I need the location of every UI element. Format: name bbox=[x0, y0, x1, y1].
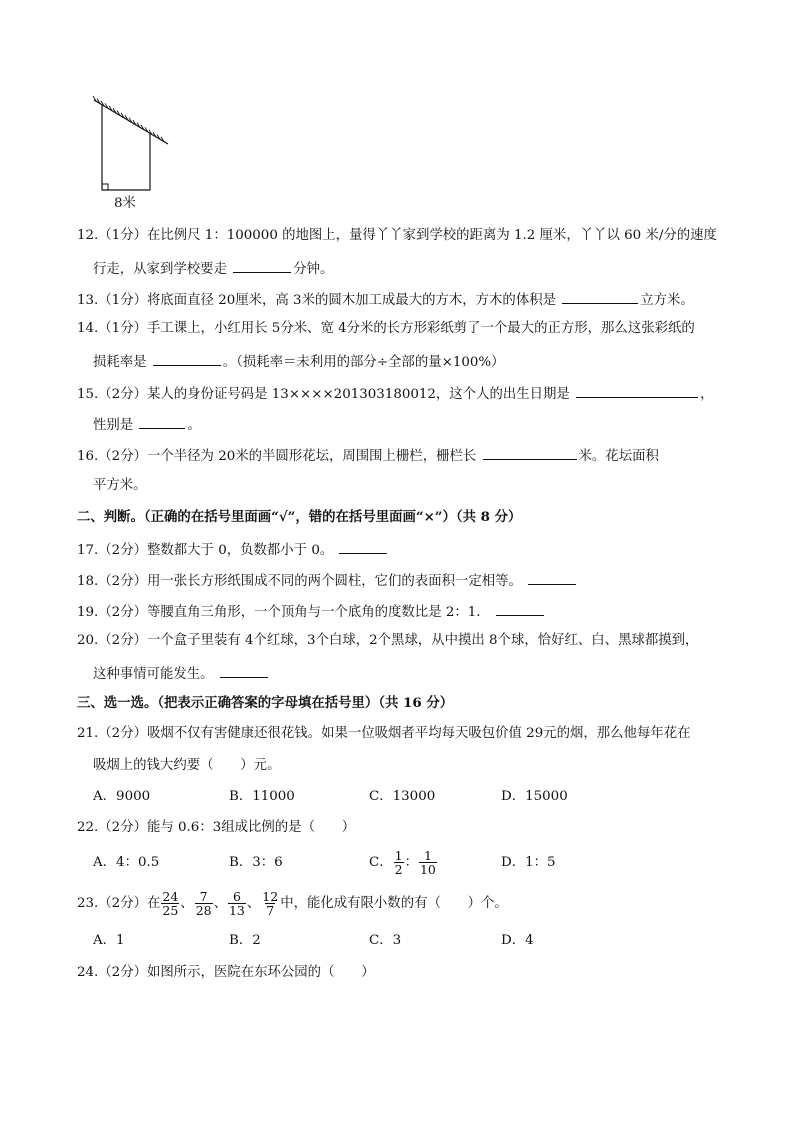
answer-blank-20[interactable] bbox=[220, 663, 268, 678]
question-23: 23.（2分）在 $\frac{24}{25}$ 、 $\frac{7}{28}$ 、 $\frac{6}{13}$ 、 $\frac{12}{7}$ 中，能化成有限小数的有（ ）个。 bbox=[77, 889, 508, 918]
option-23-d[interactable]: D．4 bbox=[501, 933, 534, 948]
fraction-1-10: $\frac{1}{10}$ bbox=[419, 848, 436, 877]
fraction-7-28: $\frac{7}{28}$ bbox=[195, 889, 212, 918]
question-15-line-1: 15.（2分）某人的身份证号码是 13××××201303180012，这个人的出生日期是 ， bbox=[77, 383, 713, 404]
question-16-line-1: 16.（2分）一个半径为 20米的半圆形花坛，周围围上栅栏，栅栏长 米。花坛面积 bbox=[77, 445, 659, 466]
option-23-b[interactable]: B．2 bbox=[229, 933, 261, 948]
answer-blank-12[interactable] bbox=[233, 258, 291, 273]
answer-blank-14[interactable] bbox=[153, 351, 221, 366]
answer-blank-19[interactable] bbox=[496, 601, 544, 616]
figure-base-label: 8米 bbox=[114, 196, 136, 211]
question-19: 19.（2分）等腰直角三角形，一个顶角与一个底角的度数比是 2：1． bbox=[77, 601, 546, 622]
question-21-line-1: 21.（2分）吸烟不仅有害健康还很花钱。如果一位吸烟者平均每天吸包价值 29元的烟，那么他每年花在 bbox=[77, 726, 691, 741]
fraction-6-13: $\frac{6}{13}$ bbox=[228, 889, 245, 918]
trapezoid-figure bbox=[88, 92, 178, 210]
question-14-line-2: 损耗率是 。（损耗率＝未利用的部分÷全部的量×100%） bbox=[93, 351, 505, 372]
section-2-title: 二、判断。（正确的在括号里面画“√”，错的在括号里面画“×”）（共 8 分） bbox=[77, 509, 522, 525]
fraction-1-2: $\frac{1}{2}$ bbox=[394, 848, 403, 877]
question-21-line-2: 吸烟上的钱大约要（ ）元。 bbox=[93, 758, 281, 773]
answer-blank-15-sex[interactable] bbox=[139, 414, 185, 429]
question-20-line-2: 这种事情可能发生。 bbox=[93, 663, 270, 684]
question-12-line-1: 12.（1分）在比例尺 1：100000 的地图上，量得丫丫家到学校的距离为 1.2 厘米，丫丫以 60 米/分的速度 bbox=[77, 228, 717, 243]
question-16-line-2: 平方米。 bbox=[93, 478, 147, 493]
question-14-line-1: 14.（1分）手工课上，小红用长 5分米、宽 4分米的长方形彩纸剪了一个最大的正方形，那么这张彩纸的 bbox=[77, 321, 695, 336]
option-23-a[interactable]: A．1 bbox=[93, 933, 125, 948]
question-18: 18.（2分）用一张长方形纸围成不同的两个圆柱，它们的表面积一定相等。 bbox=[77, 570, 578, 591]
section-3-title: 三、选一选。（把表示正确答案的字母填在括号里）（共 16 分） bbox=[77, 695, 454, 711]
answer-blank-13[interactable] bbox=[562, 289, 638, 304]
question-20-line-1: 20.（2分）一个盒子里装有 4个红球，3个白球，2个黑球，从中摸出 8个球，恰好红、白、黑球都摸到， bbox=[77, 633, 699, 648]
question-24: 24.（2分）如图所示，医院在东环公园的（ ） bbox=[77, 965, 375, 980]
option-21-b[interactable]: B．11000 bbox=[229, 789, 295, 804]
question-12-line-2: 行走，从家到学校要走 分钟。 bbox=[93, 258, 333, 279]
option-22-c[interactable]: C． $\frac{1}{2}$ ： $\frac{1}{10}$ bbox=[369, 848, 436, 877]
option-22-d[interactable]: D．1：5 bbox=[501, 855, 556, 870]
option-21-a[interactable]: A．9000 bbox=[93, 789, 151, 804]
answer-blank-16-fence[interactable] bbox=[483, 445, 577, 460]
answer-blank-15-date[interactable] bbox=[576, 383, 698, 398]
option-22-a[interactable]: A．4：0.5 bbox=[93, 855, 160, 870]
answer-blank-17[interactable] bbox=[339, 539, 387, 554]
answer-blank-18[interactable] bbox=[528, 570, 576, 585]
fraction-24-25: $\frac{24}{25}$ bbox=[162, 889, 179, 918]
question-17: 17.（2分）整数都大于 0，负数都小于 0。 bbox=[77, 539, 389, 560]
question-22: 22.（2分）能与 0.6：3组成比例的是（ ） bbox=[77, 820, 356, 835]
option-23-c[interactable]: C．3 bbox=[369, 933, 402, 948]
question-13: 13.（1分）将底面直径 20厘米，高 3米的圆木加工成最大的方木，方木的体积是 立方米。 bbox=[77, 289, 694, 310]
option-21-c[interactable]: C．13000 bbox=[369, 789, 436, 804]
question-15-line-2: 性别是 。 bbox=[93, 414, 201, 435]
option-21-d[interactable]: D．15000 bbox=[501, 789, 568, 804]
option-22-b[interactable]: B．3：6 bbox=[229, 855, 283, 870]
fraction-12-7: $\frac{12}{7}$ bbox=[262, 889, 279, 918]
